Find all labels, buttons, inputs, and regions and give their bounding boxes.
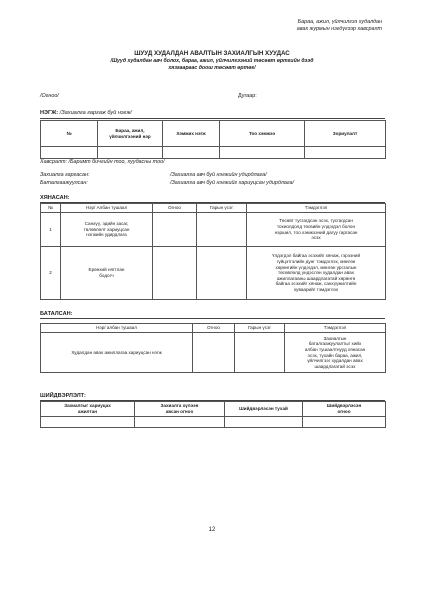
table-row xyxy=(41,333,386,373)
confirm-row-signature[interactable] xyxy=(235,333,285,373)
cell-line: Захиалгыг хариуцах xyxy=(64,403,111,409)
date-label: /Огноо/ xyxy=(40,93,59,99)
cell-line: эсэх, тухайн бараа, ажил, xyxy=(307,352,363,358)
table-cell[interactable] xyxy=(305,147,386,159)
negj-section-label xyxy=(40,110,132,116)
decision-header-received xyxy=(135,402,225,417)
confirm-header-note: Тэмдэглэл xyxy=(285,324,386,333)
header-note-line: авах журмын нэгдүгээр хавсралт xyxy=(296,26,382,32)
review-header-date: Огноо xyxy=(153,204,197,213)
confirm-label: БАТАЛСАН: xyxy=(40,311,73,317)
table-cell[interactable] xyxy=(41,147,98,159)
table-cell[interactable] xyxy=(41,417,135,428)
table-cell[interactable] xyxy=(98,147,163,159)
confirm-header-name: Нэр/ албан тушаал xyxy=(41,324,193,333)
page-number: 12 xyxy=(208,527,216,533)
table-cell[interactable] xyxy=(303,417,386,428)
subtitle-line: хязгаараас доош төсөвт өртөг/ xyxy=(168,65,256,71)
decision-label: ШИЙДВЭРЛЭЛТ: xyxy=(40,393,86,399)
review-row-name xyxy=(61,247,153,300)
cell-line: бодогч xyxy=(99,273,114,278)
cell-line: авсан огноо xyxy=(165,409,194,414)
review-table xyxy=(40,203,386,300)
confirm-table xyxy=(40,323,386,373)
cell-line: хуваарийг тэмдэглэх xyxy=(293,286,339,292)
review-header-num: № xyxy=(41,204,61,213)
decision-table xyxy=(40,401,386,428)
table-cell[interactable] xyxy=(135,417,225,428)
number-label: Дугаар: xyxy=(238,93,257,99)
decision-header-resolution xyxy=(225,402,303,417)
cell-line: Шийдвэрлэсэн тухай xyxy=(239,406,288,412)
review-row-signature[interactable] xyxy=(197,213,247,247)
requester-value: /Захиалга авч буй нэгжийн удирдлага/ xyxy=(170,172,267,178)
decision-header-staff xyxy=(41,402,135,417)
confirm-row-date[interactable] xyxy=(193,333,235,373)
table-cell[interactable] xyxy=(225,417,303,428)
items-header-unit: Хэмжих нэгж xyxy=(163,121,220,147)
table-cell[interactable] xyxy=(163,147,220,159)
cell-line: Ерөнхий нягтлан xyxy=(88,267,125,273)
cell-line: гүйцэтгэлийн дүнг тэмдэглэх, мөнгөн xyxy=(276,259,356,265)
review-header-note: Тэмдэглэл xyxy=(247,204,386,213)
cell-line: Шийдвэрлэсэн xyxy=(326,403,362,409)
table-row xyxy=(41,247,386,300)
decision-empty-row xyxy=(41,417,386,428)
cell-line: Төсөвт тусгагдсан эсэх, тусгагдсан xyxy=(279,218,353,224)
items-header-num: № xyxy=(41,121,98,147)
negj-note: /Захиалга гаргаж буй нэгж/ xyxy=(59,110,132,116)
cell-line: огноо xyxy=(337,409,351,414)
items-header-name: Бараа, ажил, үйлчилгээний нэр xyxy=(98,121,163,147)
cell-line: Санхүү, эдийн засаг, xyxy=(84,221,129,227)
review-row-note xyxy=(247,213,386,247)
table-row xyxy=(41,213,386,247)
header-note-line: Бараа, ажил, үйлчилгээ худалдан xyxy=(297,19,382,25)
cell-line: хөрөнгийн үлдэгдэл, мөнгөн урсгалын xyxy=(275,264,357,270)
cell-line: албан тушаалтнууд хянасан xyxy=(304,346,366,352)
review-row-date[interactable] xyxy=(153,247,197,300)
review-row-name xyxy=(61,213,153,247)
attachment-note: Хавсралт: /Баримт бичгийн тоо, хуудасны тоо/ xyxy=(40,159,165,165)
review-row-note xyxy=(247,247,386,300)
confirm-rule xyxy=(40,318,385,319)
items-table xyxy=(40,120,386,159)
cell-line: төсөвлөлд үндэслэн худалдан авах xyxy=(278,270,354,276)
cell-line: Захиалгын xyxy=(323,335,347,341)
items-empty-row xyxy=(41,147,386,159)
cell-line: нэршил, тоо хэмжээний дагуу гаргасан xyxy=(274,229,358,235)
cell-line: төлөвлөлт хариуцсан xyxy=(83,226,130,232)
confirm-header-date: Огноо xyxy=(193,324,235,333)
document-title: ШУУД ХУДАЛДАН АВАЛТЫН ЗАХИАЛГЫН ХУУДАС xyxy=(134,50,290,57)
cell-line: ажиллагааны шаардлагатай хөрөнгө xyxy=(276,275,356,281)
review-header-name: Нэр/ Албан тушаал xyxy=(61,204,153,213)
cell-line: шаардлагатай эсэх xyxy=(314,363,356,369)
confirm-row-name: Худалдан авах ажиллагаа хариуцсан нэгж xyxy=(41,333,193,373)
cell-line: Захиалга хүлээн xyxy=(160,403,199,409)
negj-rule xyxy=(40,118,385,119)
negj-label: НЭГЖ: xyxy=(40,110,59,116)
cell-line: Үлдэгдэл байгаа эсэхийг хянаж, гэрээний xyxy=(271,253,361,259)
approver-value: /Захиалга авч буй нэгжийг хариуцсан удирдлага/ xyxy=(170,180,294,186)
review-row-num: 2 xyxy=(41,247,61,300)
table-cell[interactable] xyxy=(220,147,305,159)
requester-label: Захиалга гаргасан: xyxy=(40,172,90,178)
items-header-qty: Тоо хэмжээ xyxy=(220,121,305,147)
header-note xyxy=(210,19,382,33)
decision-header-resolved-date xyxy=(303,402,386,417)
subtitle-line: /Шууд худалдан авч болох, бараа, ажил, үйлчилгээний төсөвт өртгийн дээд xyxy=(110,58,314,64)
document-subtitle xyxy=(40,58,384,72)
approver-label: Баталгаажуулсан: xyxy=(40,180,88,186)
cell-line: үйлчилгээг худалдан авах xyxy=(307,358,363,364)
cell-line: байгаа эсэхийг хянаж, санхүүжилтийн xyxy=(275,281,357,287)
confirm-row-note xyxy=(285,333,386,373)
confirm-header-signature: Гарын үсэг xyxy=(235,324,285,333)
cell-line: баталгаажуулалтыг хийх xyxy=(308,341,362,347)
cell-line: ажилтан xyxy=(77,409,98,414)
review-label: ХЯНАСАН: xyxy=(40,195,70,201)
review-row-num: 1 xyxy=(41,213,61,247)
cell-line: тохиолдолд төсвийн үлдэгдэл болон xyxy=(276,223,356,229)
items-header-purpose: Зориулалт xyxy=(305,121,386,147)
review-row-signature[interactable] xyxy=(197,247,247,300)
review-row-date[interactable] xyxy=(153,213,197,247)
review-header-signature: Гарын үсэг xyxy=(197,204,247,213)
cell-line: эсэх xyxy=(311,235,321,241)
cell-line: нэгжийн удирдлага xyxy=(86,232,127,238)
